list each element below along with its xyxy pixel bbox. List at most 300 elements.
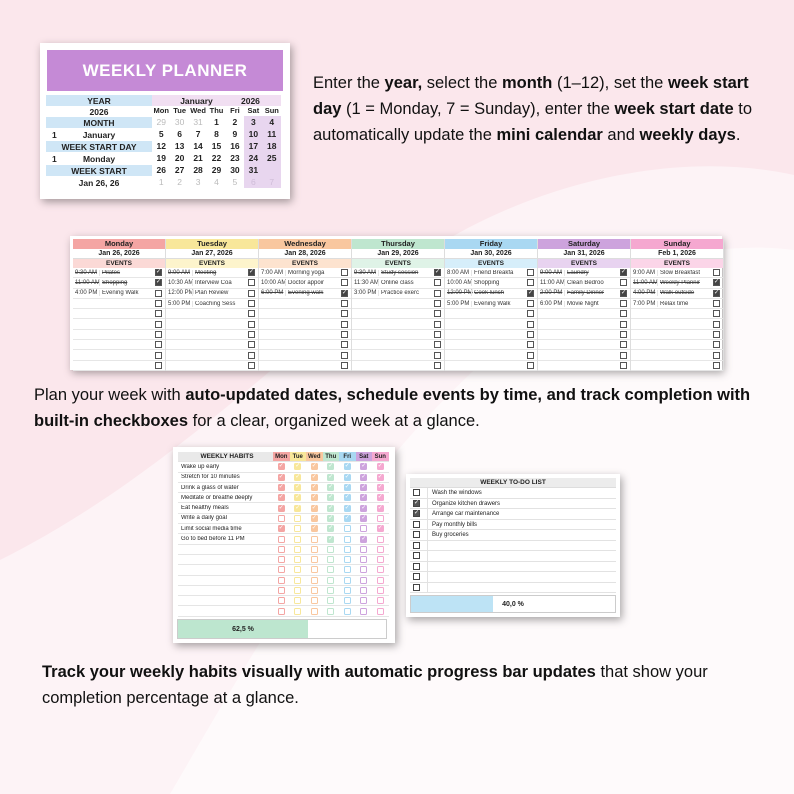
habit-checkbox[interactable]: [360, 525, 367, 532]
event-time[interactable]: 10:30 AM: [168, 279, 194, 286]
event-time[interactable]: 6:00 PM: [261, 290, 284, 297]
calendar-day[interactable]: 28: [193, 165, 203, 175]
calendar-day[interactable]: 18: [263, 140, 281, 152]
event-name[interactable]: Shopping: [471, 280, 527, 286]
todo-checkbox[interactable]: [413, 531, 420, 538]
event-checkbox[interactable]: [155, 331, 162, 338]
event-checkbox[interactable]: [527, 279, 534, 286]
habit-checkbox[interactable]: ✓: [295, 473, 301, 480]
calendar-day[interactable]: 17: [244, 140, 262, 152]
event-time[interactable]: 9:00 AM: [540, 269, 563, 276]
calendar-day[interactable]: 10: [244, 128, 262, 140]
habit-checkbox[interactable]: [278, 536, 285, 543]
event-name[interactable]: Cook lunch: [471, 290, 527, 296]
habit-checkbox[interactable]: [311, 536, 318, 543]
event-checkbox[interactable]: [620, 310, 627, 317]
habit-checkbox[interactable]: [344, 587, 351, 594]
calendar-day[interactable]: 5: [232, 177, 238, 187]
habit-checkbox[interactable]: [377, 597, 384, 604]
event-time[interactable]: 9:00 AM: [633, 269, 656, 276]
habit-checkbox[interactable]: [360, 566, 367, 573]
habit-checkbox[interactable]: [327, 546, 334, 553]
habit-checkbox[interactable]: [377, 536, 384, 543]
habit-checkbox[interactable]: ✓: [278, 504, 284, 511]
habit-checkbox[interactable]: ✓: [311, 473, 317, 480]
event-time[interactable]: 9:30 AM: [354, 269, 377, 276]
habit-checkbox[interactable]: ✓: [278, 525, 284, 532]
event-name[interactable]: Doctor appoir: [285, 280, 341, 286]
event-checkbox[interactable]: [341, 321, 348, 328]
calendar-day[interactable]: 27: [174, 165, 185, 175]
habit-checkbox[interactable]: ✓: [295, 494, 301, 501]
event-checkbox[interactable]: [527, 352, 534, 359]
event-checkbox[interactable]: [341, 279, 348, 286]
calendar-day[interactable]: 3: [195, 177, 201, 187]
event-name[interactable]: Plan Review: [192, 290, 248, 296]
calendar-day[interactable]: 5: [158, 129, 164, 139]
event-checkbox[interactable]: [620, 352, 627, 359]
event-checkbox[interactable]: [248, 279, 255, 286]
event-name[interactable]: Pilates: [99, 270, 155, 276]
event-checkbox[interactable]: [620, 362, 627, 369]
event-checkbox[interactable]: [713, 362, 720, 369]
habit-checkbox[interactable]: [311, 546, 318, 553]
habit-checkbox[interactable]: ✓: [344, 484, 350, 491]
event-name[interactable]: Meeting: [192, 270, 248, 276]
habit-checkbox[interactable]: [327, 587, 334, 594]
event-checkbox[interactable]: [341, 310, 348, 317]
habit-checkbox[interactable]: [360, 587, 367, 594]
todo-text[interactable]: [427, 551, 616, 561]
habit-checkbox[interactable]: [327, 577, 334, 584]
habit-checkbox[interactable]: [344, 597, 351, 604]
habit-checkbox[interactable]: [344, 608, 351, 615]
event-checkbox[interactable]: ✓: [156, 279, 162, 286]
event-checkbox[interactable]: [713, 341, 720, 348]
habit-checkbox[interactable]: [377, 515, 384, 522]
habit-checkbox[interactable]: [377, 587, 384, 594]
event-checkbox[interactable]: [713, 352, 720, 359]
habit-checkbox[interactable]: [278, 515, 285, 522]
event-name[interactable]: Practice exerc: [378, 290, 434, 296]
event-checkbox[interactable]: [248, 310, 255, 317]
event-time[interactable]: 12:00 PM: [447, 290, 473, 297]
event-checkbox[interactable]: [248, 341, 255, 348]
event-checkbox[interactable]: [155, 310, 162, 317]
event-time[interactable]: 11:30 AM: [354, 279, 379, 286]
habit-checkbox[interactable]: [360, 597, 367, 604]
habit-checkbox[interactable]: ✓: [311, 484, 317, 491]
habit-checkbox[interactable]: ✓: [344, 463, 350, 470]
event-checkbox[interactable]: ✓: [435, 269, 441, 276]
event-time[interactable]: 2:00 PM: [540, 290, 563, 297]
habit-checkbox[interactable]: [344, 546, 351, 553]
event-time[interactable]: 11:00 AM: [75, 279, 100, 286]
event-checkbox[interactable]: [155, 362, 162, 369]
calendar-day[interactable]: 1: [214, 117, 219, 127]
habit-checkbox[interactable]: [344, 566, 351, 573]
calendar-day[interactable]: 8: [214, 129, 219, 139]
todo-checkbox[interactable]: [413, 573, 420, 580]
event-name[interactable]: Shopping: [99, 280, 155, 286]
event-name[interactable]: Study session: [378, 270, 434, 276]
calendar-day[interactable]: 24: [244, 152, 262, 164]
habit-checkbox[interactable]: ✓: [311, 504, 317, 511]
habit-checkbox[interactable]: [294, 556, 301, 563]
habit-checkbox[interactable]: ✓: [328, 473, 334, 480]
todo-checkbox[interactable]: ✓: [414, 499, 420, 506]
habit-checkbox[interactable]: [327, 608, 334, 615]
event-checkbox[interactable]: ✓: [528, 289, 534, 296]
todo-text[interactable]: [427, 572, 616, 582]
habit-checkbox[interactable]: [294, 515, 301, 522]
event-name[interactable]: Laundry: [564, 270, 620, 276]
week-start-input[interactable]: Jan 26, 26: [78, 177, 120, 188]
todo-checkbox[interactable]: [413, 584, 420, 591]
event-name[interactable]: Evening walk: [285, 290, 341, 296]
event-checkbox[interactable]: [155, 352, 162, 359]
event-checkbox[interactable]: [248, 300, 255, 307]
event-checkbox[interactable]: [434, 341, 441, 348]
event-checkbox[interactable]: [341, 352, 348, 359]
habit-checkbox[interactable]: [294, 525, 301, 532]
calendar-day[interactable]: 3: [244, 116, 262, 128]
habit-checkbox[interactable]: [327, 566, 334, 573]
calendar-day[interactable]: 19: [156, 153, 166, 163]
habit-checkbox[interactable]: [294, 587, 301, 594]
event-checkbox[interactable]: [341, 362, 348, 369]
calendar-day[interactable]: 4: [263, 116, 281, 128]
event-checkbox[interactable]: [248, 290, 255, 297]
habit-checkbox[interactable]: [344, 536, 351, 543]
habit-checkbox[interactable]: [377, 577, 384, 584]
habit-checkbox[interactable]: [311, 587, 318, 594]
habit-checkbox[interactable]: [278, 556, 285, 563]
event-time[interactable]: 7:00 PM: [633, 300, 656, 307]
habit-checkbox[interactable]: ✓: [377, 463, 383, 470]
year-input[interactable]: 2026: [89, 106, 109, 117]
event-checkbox[interactable]: ✓: [621, 269, 627, 276]
calendar-day[interactable]: 11: [263, 128, 281, 140]
habit-checkbox[interactable]: ✓: [377, 504, 383, 511]
event-checkbox[interactable]: [620, 279, 627, 286]
habit-checkbox[interactable]: ✓: [361, 494, 367, 501]
event-time[interactable]: 4:00 PM: [633, 290, 656, 297]
event-checkbox[interactable]: [248, 352, 255, 359]
habit-checkbox[interactable]: ✓: [328, 504, 334, 511]
habit-checkbox[interactable]: ✓: [361, 463, 367, 470]
event-checkbox[interactable]: ✓: [621, 289, 627, 296]
event-time[interactable]: 5:00 PM: [168, 300, 191, 307]
habit-checkbox[interactable]: [278, 566, 285, 573]
calendar-day[interactable]: 25: [263, 152, 281, 164]
event-name[interactable]: Evening Walk: [471, 301, 527, 307]
event-name[interactable]: Relax time: [657, 301, 713, 307]
habit-name[interactable]: Wake up early: [181, 463, 220, 470]
habit-checkbox[interactable]: ✓: [328, 525, 334, 532]
todo-checkbox[interactable]: [413, 552, 420, 559]
event-name[interactable]: Evening Walk: [99, 290, 155, 296]
event-checkbox[interactable]: [248, 362, 255, 369]
habit-checkbox[interactable]: [311, 608, 318, 615]
habit-checkbox[interactable]: ✓: [278, 463, 284, 470]
todo-checkbox[interactable]: ✓: [414, 510, 420, 517]
habit-checkbox[interactable]: ✓: [344, 514, 350, 521]
event-name[interactable]: Weekly Plannir: [657, 280, 713, 286]
habit-checkbox[interactable]: [294, 536, 301, 543]
event-checkbox[interactable]: ✓: [714, 279, 720, 286]
event-checkbox[interactable]: [434, 352, 441, 359]
calendar-day[interactable]: 20: [174, 153, 185, 163]
event-time[interactable]: 4:00 PM: [75, 290, 98, 297]
habit-checkbox[interactable]: [278, 597, 285, 604]
habit-checkbox[interactable]: [278, 546, 285, 553]
event-checkbox[interactable]: [527, 300, 534, 307]
event-time[interactable]: 8:00 AM: [447, 269, 470, 276]
calendar-day[interactable]: 30: [174, 117, 185, 127]
habit-checkbox[interactable]: [278, 608, 285, 615]
habit-checkbox[interactable]: [311, 566, 318, 573]
event-checkbox[interactable]: [248, 331, 255, 338]
calendar-day[interactable]: 23: [230, 153, 240, 163]
event-checkbox[interactable]: [527, 269, 534, 276]
habit-checkbox[interactable]: ✓: [311, 514, 317, 521]
habit-checkbox[interactable]: [311, 597, 318, 604]
habit-checkbox[interactable]: ✓: [311, 494, 317, 501]
event-checkbox[interactable]: ✓: [249, 269, 255, 276]
habit-checkbox[interactable]: [360, 577, 367, 584]
habit-checkbox[interactable]: ✓: [295, 484, 301, 491]
habit-name[interactable]: Meditate or breathe deeply: [181, 494, 253, 501]
event-checkbox[interactable]: [527, 310, 534, 317]
event-checkbox[interactable]: [434, 321, 441, 328]
habit-checkbox[interactable]: ✓: [295, 463, 301, 470]
habit-checkbox[interactable]: ✓: [278, 494, 284, 501]
todo-text[interactable]: [427, 541, 616, 551]
event-checkbox[interactable]: [620, 331, 627, 338]
event-checkbox[interactable]: [155, 300, 162, 307]
event-checkbox[interactable]: ✓: [156, 269, 162, 276]
event-name[interactable]: Coaching Sess: [192, 301, 248, 307]
calendar-day[interactable]: 7: [195, 129, 201, 139]
event-checkbox[interactable]: [155, 290, 162, 297]
calendar-day[interactable]: 4: [214, 177, 219, 187]
habit-checkbox[interactable]: [294, 577, 301, 584]
todo-text[interactable]: [427, 583, 616, 593]
habit-name[interactable]: Go to bed before 11 PM: [181, 536, 245, 543]
habit-checkbox[interactable]: ✓: [328, 463, 334, 470]
event-name[interactable]: Slow Breakfast: [657, 270, 713, 276]
habit-name[interactable]: Stretch for 10 minutes: [181, 474, 240, 481]
habit-checkbox[interactable]: ✓: [278, 473, 284, 480]
event-checkbox[interactable]: [527, 341, 534, 348]
event-name[interactable]: Walk outside: [657, 290, 713, 296]
todo-checkbox[interactable]: [413, 521, 420, 528]
habit-checkbox[interactable]: [294, 546, 301, 553]
habit-checkbox[interactable]: [344, 556, 351, 563]
calendar-day[interactable]: 13: [174, 141, 185, 151]
event-checkbox[interactable]: [434, 331, 441, 338]
calendar-day[interactable]: 29: [156, 117, 166, 127]
habit-checkbox[interactable]: ✓: [361, 504, 367, 511]
habit-checkbox[interactable]: [327, 556, 334, 563]
habit-checkbox[interactable]: [278, 577, 285, 584]
event-checkbox[interactable]: [620, 300, 627, 307]
todo-text[interactable]: [427, 562, 616, 572]
habit-checkbox[interactable]: [294, 597, 301, 604]
calendar-day[interactable]: 2: [177, 177, 182, 187]
calendar-day[interactable]: 6: [177, 129, 182, 139]
habit-checkbox[interactable]: ✓: [377, 525, 383, 532]
habit-checkbox[interactable]: [294, 566, 301, 573]
habit-checkbox[interactable]: [360, 546, 367, 553]
calendar-day[interactable]: 29: [211, 165, 222, 175]
habit-checkbox[interactable]: [344, 577, 351, 584]
calendar-day[interactable]: 16: [230, 141, 240, 151]
habit-checkbox[interactable]: ✓: [311, 463, 317, 470]
calendar-day[interactable]: [263, 164, 281, 176]
event-name[interactable]: Morning yoga: [285, 270, 341, 276]
habit-checkbox[interactable]: [360, 556, 367, 563]
event-name[interactable]: Interview Coa: [192, 280, 248, 286]
habit-checkbox[interactable]: ✓: [311, 525, 317, 532]
todo-text[interactable]: Wash the windows: [427, 488, 616, 498]
event-time[interactable]: 9:30 AM: [75, 269, 98, 276]
todo-checkbox[interactable]: [413, 542, 420, 549]
event-name[interactable]: Family Dinner: [564, 290, 620, 296]
habit-checkbox[interactable]: ✓: [328, 535, 334, 542]
calendar-day[interactable]: 22: [211, 153, 222, 163]
habit-checkbox[interactable]: ✓: [361, 473, 367, 480]
calendar-day[interactable]: 26: [156, 165, 166, 175]
habit-name[interactable]: Drink a glass of water: [181, 484, 239, 491]
event-checkbox[interactable]: [620, 341, 627, 348]
habit-checkbox[interactable]: [311, 577, 318, 584]
todo-text[interactable]: Buy groceries: [427, 530, 616, 540]
event-time[interactable]: 3:00 PM: [354, 290, 377, 297]
event-checkbox[interactable]: [155, 341, 162, 348]
calendar-day[interactable]: 31: [193, 117, 203, 127]
event-checkbox[interactable]: [155, 321, 162, 328]
calendar-day[interactable]: 1: [158, 177, 164, 187]
calendar-day[interactable]: 31: [244, 164, 262, 176]
habit-checkbox[interactable]: ✓: [377, 494, 383, 501]
event-checkbox[interactable]: [620, 321, 627, 328]
todo-checkbox[interactable]: [413, 489, 420, 496]
event-checkbox[interactable]: [248, 321, 255, 328]
habit-checkbox[interactable]: [344, 525, 351, 532]
event-name[interactable]: Clean Bedroo: [564, 280, 620, 286]
event-checkbox[interactable]: [713, 321, 720, 328]
calendar-day[interactable]: 12: [156, 141, 166, 151]
event-checkbox[interactable]: [713, 331, 720, 338]
event-time[interactable]: 11:00 AM: [540, 279, 565, 286]
habit-checkbox[interactable]: ✓: [328, 494, 334, 501]
event-checkbox[interactable]: [713, 300, 720, 307]
event-name[interactable]: Friend Breakfa: [471, 270, 527, 276]
habit-checkbox[interactable]: [327, 597, 334, 604]
habit-checkbox[interactable]: [360, 608, 367, 615]
calendar-day[interactable]: 6: [244, 176, 262, 188]
event-checkbox[interactable]: [434, 300, 441, 307]
habit-checkbox[interactable]: ✓: [328, 484, 334, 491]
event-time[interactable]: 11:00 AM: [633, 279, 658, 286]
habit-checkbox[interactable]: ✓: [344, 494, 350, 501]
habit-checkbox[interactable]: [294, 608, 301, 615]
event-row: [73, 319, 165, 329]
event-time[interactable]: 6:00 PM: [540, 300, 563, 307]
habit-checkbox[interactable]: [377, 546, 384, 553]
event-checkbox[interactable]: [434, 362, 441, 369]
habit-checkbox[interactable]: ✓: [361, 484, 367, 491]
event-checkbox[interactable]: [713, 269, 720, 276]
event-checkbox[interactable]: [434, 279, 441, 286]
event-checkbox[interactable]: [341, 341, 348, 348]
habit-name[interactable]: Eat healthy meals: [181, 505, 229, 512]
habit-checkbox[interactable]: [377, 556, 384, 563]
habit-checkbox[interactable]: ✓: [344, 473, 350, 480]
habit-checkbox[interactable]: [311, 556, 318, 563]
event-name[interactable]: Online class: [378, 280, 434, 286]
event-name[interactable]: Movie Night: [564, 301, 620, 307]
calendar-day[interactable]: 7: [263, 176, 281, 188]
event-checkbox[interactable]: ✓: [342, 289, 348, 296]
event-checkbox[interactable]: [527, 331, 534, 338]
event-time[interactable]: 12:00 PM: [168, 290, 194, 297]
habit-checkbox[interactable]: ✓: [377, 484, 383, 491]
event-checkbox[interactable]: [527, 362, 534, 369]
habit-checkbox[interactable]: ✓: [361, 535, 367, 542]
todo-text[interactable]: Arrange car maintenance: [427, 509, 616, 519]
habit-checkbox[interactable]: ✓: [328, 514, 334, 521]
event-time[interactable]: 5:00 PM: [447, 300, 470, 307]
habit-checkbox[interactable]: [377, 608, 384, 615]
event-checkbox[interactable]: [713, 310, 720, 317]
calendar-day[interactable]: 30: [230, 165, 240, 175]
habit-checkbox[interactable]: [278, 587, 285, 594]
habit-name[interactable]: Limit social media time: [181, 525, 242, 532]
event-time[interactable]: 9:00 AM: [168, 269, 191, 276]
habit-name[interactable]: Write a daily goal: [181, 515, 227, 522]
habit-checkbox[interactable]: ✓: [361, 514, 367, 521]
event-time[interactable]: 10:00 AM: [447, 279, 473, 286]
month-input[interactable]: [46, 129, 152, 140]
calendar-day[interactable]: 21: [193, 153, 203, 163]
event-checkbox[interactable]: [527, 321, 534, 328]
event-checkbox[interactable]: [434, 290, 441, 297]
week-start-day-input[interactable]: [46, 153, 152, 164]
calendar-day[interactable]: 14: [193, 141, 203, 151]
event-time[interactable]: 7:00 AM: [261, 269, 284, 276]
calendar-day[interactable]: 9: [232, 129, 238, 139]
habit-checkbox[interactable]: ✓: [295, 504, 301, 511]
todo-text[interactable]: Organize kitchen drawers: [427, 499, 616, 509]
calendar-day[interactable]: 15: [211, 141, 222, 151]
event-time[interactable]: 10:00 AM: [261, 279, 287, 286]
event-checkbox[interactable]: [341, 300, 348, 307]
todo-text[interactable]: Pay monthly bills: [427, 520, 616, 530]
event-checkbox[interactable]: [341, 331, 348, 338]
todo-checkbox[interactable]: [413, 563, 420, 570]
habit-checkbox[interactable]: [377, 566, 384, 573]
calendar-day[interactable]: 2: [232, 117, 238, 127]
habit-checkbox[interactable]: ✓: [278, 484, 284, 491]
habit-checkbox[interactable]: ✓: [377, 473, 383, 480]
event-checkbox[interactable]: ✓: [714, 289, 720, 296]
habit-checkbox[interactable]: ✓: [344, 504, 350, 511]
event-checkbox[interactable]: [434, 310, 441, 317]
event-checkbox[interactable]: [341, 269, 348, 276]
